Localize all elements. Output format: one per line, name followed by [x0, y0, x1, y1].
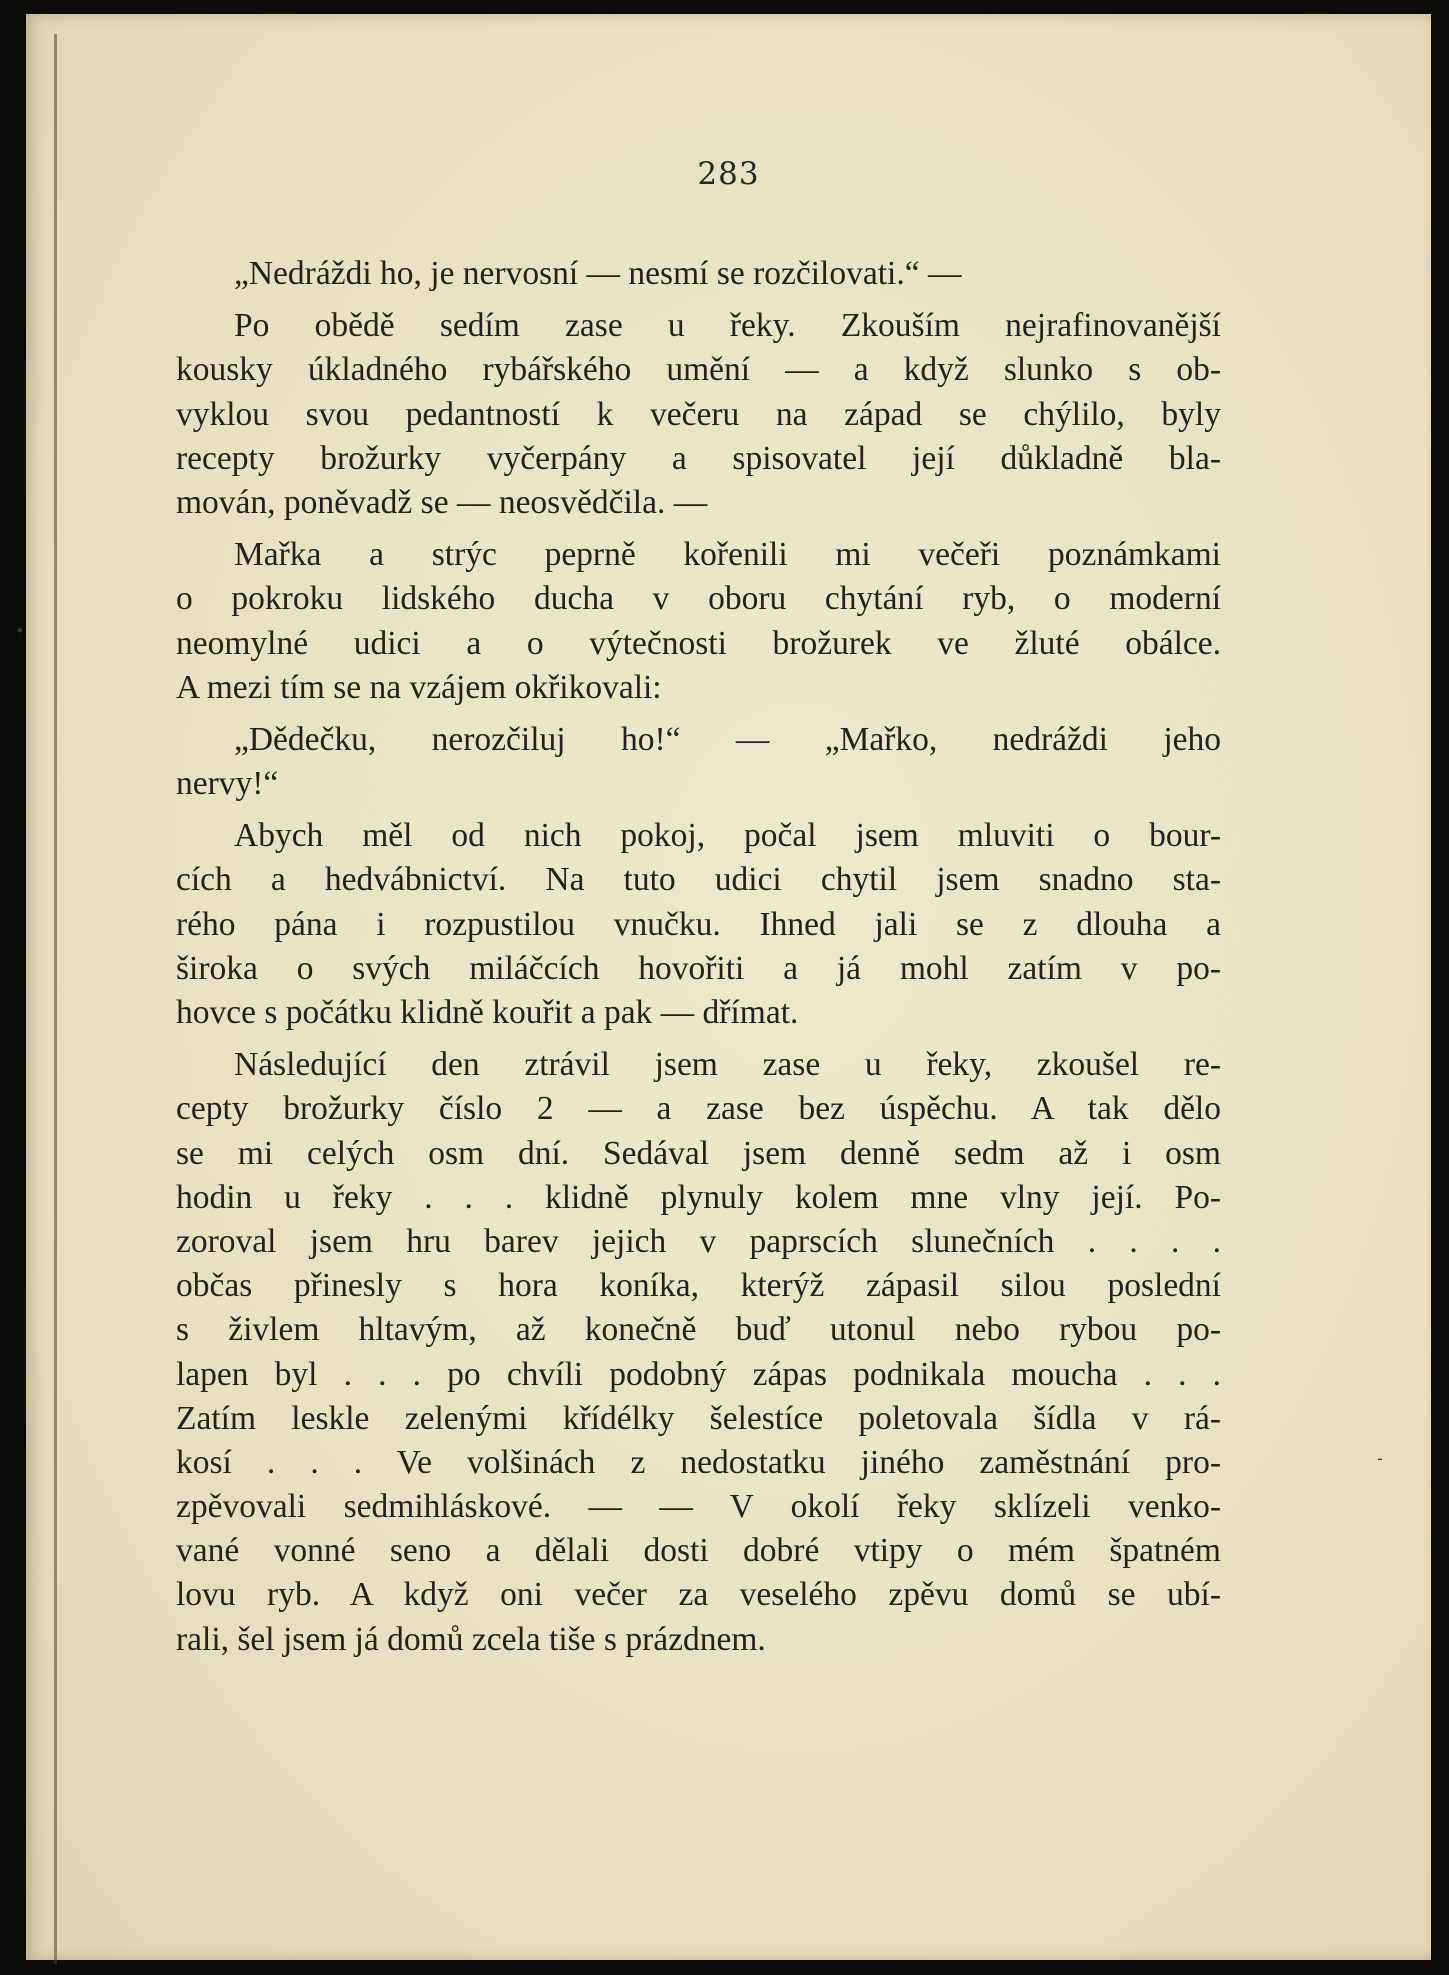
- text-line: cích a hedvábnictví. Na tuto udici chytil jsem snadno sta-: [176, 861, 1221, 899]
- page-number: 283: [697, 156, 760, 192]
- text-line: zoroval jsem hru barev jejich v paprscích slunečních . . . .: [176, 1222, 1221, 1260]
- text-line: recepty brožurky vyčerpány a spisovatel její důkladně bla-: [176, 439, 1221, 477]
- paragraph-5: [176, 814, 1221, 1035]
- text-line: Abych měl od nich pokoj, počal jsem mluviti o bour-: [234, 817, 1221, 855]
- text-line: vyklou svou pedantností k večeru na západ se chýlilo, byly: [176, 395, 1221, 433]
- text-line: mován, poněvadž se — neosvědčila. —: [176, 483, 708, 521]
- margin-mark-left: •: [15, 621, 25, 640]
- text-line: Zatím leskle zelenými křídélky šelestíce poletovala šídla v rá-: [176, 1399, 1221, 1437]
- text-line: Mařka a strýc peprně kořenili mi večeři poznámkami: [234, 536, 1221, 574]
- text-line: občas přinesly s hora koníka, kterýž zápasil silou poslední: [176, 1267, 1221, 1305]
- text-line: vané vonné seno a dělali dosti dobré vtipy o mém špatném: [176, 1532, 1221, 1570]
- text-line: kousky úkladného rybářského umění — a když slunko s ob-: [176, 351, 1221, 389]
- text-line: neomylné udici a o výtečnosti brožurek ve žluté obálce.: [176, 624, 1221, 662]
- text-line: o pokroku lidského ducha v oboru chytání ryb, o moderní: [176, 580, 1221, 618]
- text-line: nervy!“: [176, 765, 279, 803]
- text-line: lapen byl . . . po chvíli podobný zápas podnikala moucha . . .: [176, 1355, 1221, 1393]
- paragraph-4: [176, 718, 1221, 806]
- paragraph-6: [176, 1043, 1221, 1662]
- text-line: široka o svých miláčcích hovořiti a já mohl zatím v po-: [176, 949, 1221, 987]
- text-line: hodin u řeky . . . klidně plynuly kolem mne vlny její. Po-: [176, 1178, 1221, 1216]
- text-line: lovu ryb. A když oni večer za veselého zpěvu domů se ubí-: [176, 1576, 1221, 1614]
- text-line: s živlem hltavým, až konečně buď utonul nebo rybou po-: [176, 1311, 1221, 1349]
- binding-gutter: [54, 34, 57, 1964]
- text-line: cepty brožurky číslo 2 — a zase bez úspěchu. A tak dělo: [176, 1090, 1221, 1128]
- text-line: rého pána i rozpustilou vnučku. Ihned jali se z dlouha a: [176, 905, 1221, 943]
- body-text: [176, 252, 1221, 1662]
- text-line: „Dědečku, nerozčiluj ho!“ — „Mařko, nedráždi jeho: [234, 720, 1221, 758]
- text-line: rali, šel jsem já domů zcela tiše s prázdnem.: [176, 1620, 766, 1658]
- margin-mark-right: -: [1377, 1449, 1383, 1468]
- text-line: Následující den ztrávil jsem zase u řeky, zkoušel re-: [234, 1046, 1221, 1084]
- text-line: „Nedráždi ho, je nervosní — nesmí se rozčilovati.“ —: [234, 255, 962, 292]
- paragraph-3: [176, 533, 1221, 710]
- text-line: kosí . . . Ve volšinách z nedostatku jiného zaměstnání pro-: [176, 1443, 1221, 1481]
- text-line: A mezi tím se na vzájem okřikovali:: [176, 668, 662, 706]
- paragraph-1: [176, 252, 1221, 296]
- text-line: Po obědě sedím zase u řeky. Zkouším nejrafinovanější: [234, 307, 1221, 345]
- text-line: zpěvovali sedmihláskové. — — V okolí řeky sklízeli venko-: [176, 1488, 1221, 1526]
- book-page: [26, 14, 1431, 1960]
- text-line: se mi celých osm dní. Sedával jsem denně sedm až i osm: [176, 1134, 1221, 1172]
- text-line: hovce s počátku klidně kouřit a pak — dřímat.: [176, 994, 799, 1031]
- paragraph-2: [176, 304, 1221, 525]
